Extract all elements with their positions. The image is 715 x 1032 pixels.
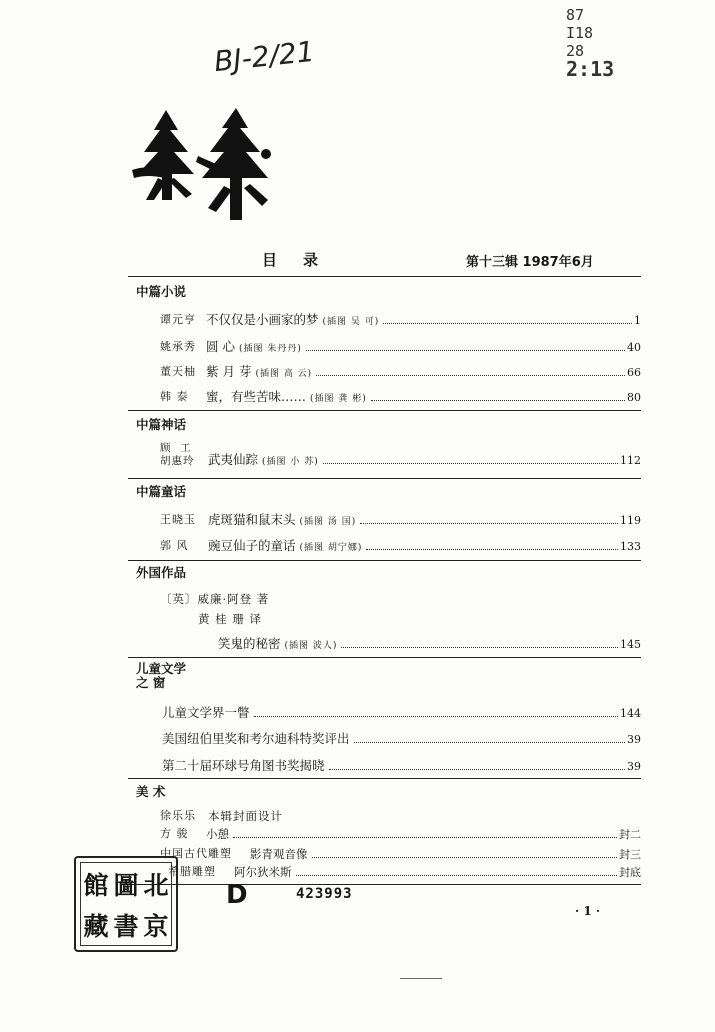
- entry-page: 1: [634, 314, 641, 327]
- toc-entry[interactable]: [0, 758, 715, 774]
- toc-entry[interactable]: [0, 808, 715, 824]
- entry-title: 紫 月 芽: [206, 364, 252, 379]
- page-number: · 1 ·: [575, 904, 601, 918]
- stamp-char: 書: [113, 911, 139, 941]
- section-title: 中篇小说: [136, 284, 187, 299]
- entry-title: 儿童文学界一瞥: [162, 705, 250, 720]
- entry-illustrator: (插图 汤 国): [299, 517, 357, 527]
- leader-dots: [371, 400, 625, 401]
- entry-title: 虎斑猫和鼠末头: [208, 512, 296, 527]
- entry-author: 顾 工 胡惠玲: [160, 442, 195, 467]
- entry-title: 阿尔狄米斯: [234, 865, 292, 879]
- leader-dots: [341, 647, 618, 648]
- translator-credit: 黄 桂 珊 译: [198, 612, 262, 626]
- entry-illustrator: (插图 波人): [284, 641, 338, 651]
- entry-page: 39: [627, 733, 641, 746]
- header-rule: [128, 276, 641, 277]
- contents-title: 目录: [262, 251, 345, 269]
- magazine-logo: [128, 108, 280, 224]
- section-title: 中篇童话: [136, 484, 187, 499]
- section-rule: [128, 778, 641, 779]
- toc-entry[interactable]: [0, 826, 715, 842]
- toc-entry[interactable]: [0, 389, 715, 405]
- section-rule: [128, 410, 641, 411]
- bottom-mark: [400, 978, 442, 979]
- toc-entry[interactable]: [0, 705, 715, 721]
- section-title-line: 儿童文学: [136, 661, 187, 676]
- entry-page: 119: [620, 514, 641, 527]
- entry-page: 144: [620, 707, 641, 720]
- leader-dots: [329, 769, 625, 770]
- entry-author: 王晓玉: [160, 513, 196, 526]
- entry-author: 姚承秀: [160, 340, 196, 353]
- barcode-letter: D: [226, 880, 248, 910]
- entry-title: 圆 心: [206, 339, 235, 354]
- entry-author: 郭 风: [160, 539, 189, 552]
- entry-page: 封二: [619, 828, 641, 841]
- entry-illustrator: (插图 龚 彬): [310, 394, 367, 404]
- section-rule: [128, 560, 641, 561]
- call-number-line: 87: [566, 6, 585, 24]
- call-number-line: 2:13: [566, 57, 615, 81]
- section-rule: [128, 478, 641, 479]
- section-title-line: 之 窗: [136, 675, 166, 690]
- entry-page: 145: [620, 638, 641, 651]
- stamp-char: 北: [143, 870, 169, 900]
- entry-title: 豌豆仙子的童话: [208, 538, 296, 553]
- accession-number: 423993: [296, 886, 353, 902]
- toc-entry[interactable]: [0, 442, 715, 468]
- leader-dots: [254, 716, 618, 717]
- leader-dots: [312, 857, 618, 858]
- leader-dots: [306, 350, 625, 351]
- section-title: 外国作品: [136, 565, 187, 580]
- toc-entry[interactable]: [0, 312, 715, 328]
- section-rule: [128, 657, 641, 658]
- entry-author: 方 骏: [160, 827, 189, 840]
- leader-dots: [323, 463, 618, 464]
- issue-info: 第十三辑 1987年6月: [466, 255, 594, 270]
- stamp-char: 京: [143, 911, 169, 941]
- section-title: 中篇神话: [136, 417, 187, 432]
- handwritten-note: BJ-2/21: [212, 34, 316, 79]
- entry-illustrator: (插图 胡宁娜): [299, 543, 363, 553]
- library-stamp: [74, 856, 178, 952]
- entry-page: 39: [627, 760, 641, 773]
- entry-title: 影青观音像: [250, 847, 308, 861]
- entry-page: 80: [627, 391, 641, 404]
- stamp-char: 館: [83, 870, 109, 900]
- leader-dots: [366, 549, 618, 550]
- stamp-char: 藏: [83, 911, 109, 941]
- entry-page: 封三: [619, 848, 641, 861]
- entry-title: 不仅仅是小画家的梦: [206, 312, 319, 327]
- toc-entry[interactable]: [0, 364, 715, 380]
- section-title: [136, 662, 186, 690]
- toc-entry[interactable]: [0, 339, 715, 355]
- entry-title: 美国纽伯里奖和考尔迪科特奖评出: [162, 731, 350, 746]
- leader-dots: [360, 523, 618, 524]
- entry-title: 笑鬼的秘密: [218, 636, 281, 651]
- call-number: [566, 6, 615, 81]
- toc-entry[interactable]: [0, 731, 715, 747]
- section-title: 美 术: [136, 784, 166, 799]
- footer-rule: [128, 884, 641, 885]
- entry-page: 133: [620, 540, 641, 553]
- entry-author: 中国古代雕塑: [160, 847, 232, 860]
- entry-title: 蜜，有些苦味……: [206, 389, 307, 404]
- entry-page: 112: [620, 454, 641, 467]
- entry-illustrator: (插图 高 云): [255, 369, 313, 379]
- entry-illustrator: (插图 小 苏): [262, 457, 319, 467]
- entry-author: 谭元亨: [160, 313, 196, 326]
- leader-dots: [296, 875, 618, 876]
- entry-title: 第二十届环球号角图书奖揭晓: [162, 758, 325, 773]
- entry-author: 董天柚: [160, 365, 196, 378]
- author-credit: 〔英〕威廉·阿登 著: [160, 592, 270, 606]
- entry-illustrator: (插图 朱丹丹): [238, 344, 302, 354]
- entry-title: 本辑封面设计: [208, 809, 283, 823]
- leader-dots: [316, 375, 625, 376]
- stamp-char: 圖: [113, 870, 139, 900]
- entry-page: 40: [627, 341, 641, 354]
- leader-dots: [354, 742, 625, 743]
- entry-page: 66: [627, 366, 641, 379]
- toc-entry[interactable]: [0, 538, 715, 554]
- leader-dots: [383, 323, 632, 324]
- entry-page: 封底: [619, 866, 641, 879]
- leader-dots: [233, 837, 617, 838]
- entry-title: 武夷仙踪: [208, 452, 259, 467]
- entry-illustrator: (插图 吴 可): [322, 317, 380, 327]
- call-number-line: 28: [566, 42, 585, 60]
- toc-entry[interactable]: [0, 512, 715, 528]
- entry-title: 小憩: [206, 827, 229, 841]
- entry-author: 韩 泰: [160, 390, 189, 403]
- entry-author: 希腊雕塑: [168, 865, 216, 878]
- call-number-line: I18: [566, 24, 594, 42]
- toc-entry[interactable]: [0, 636, 715, 652]
- entry-author: 徐乐乐: [160, 809, 196, 822]
